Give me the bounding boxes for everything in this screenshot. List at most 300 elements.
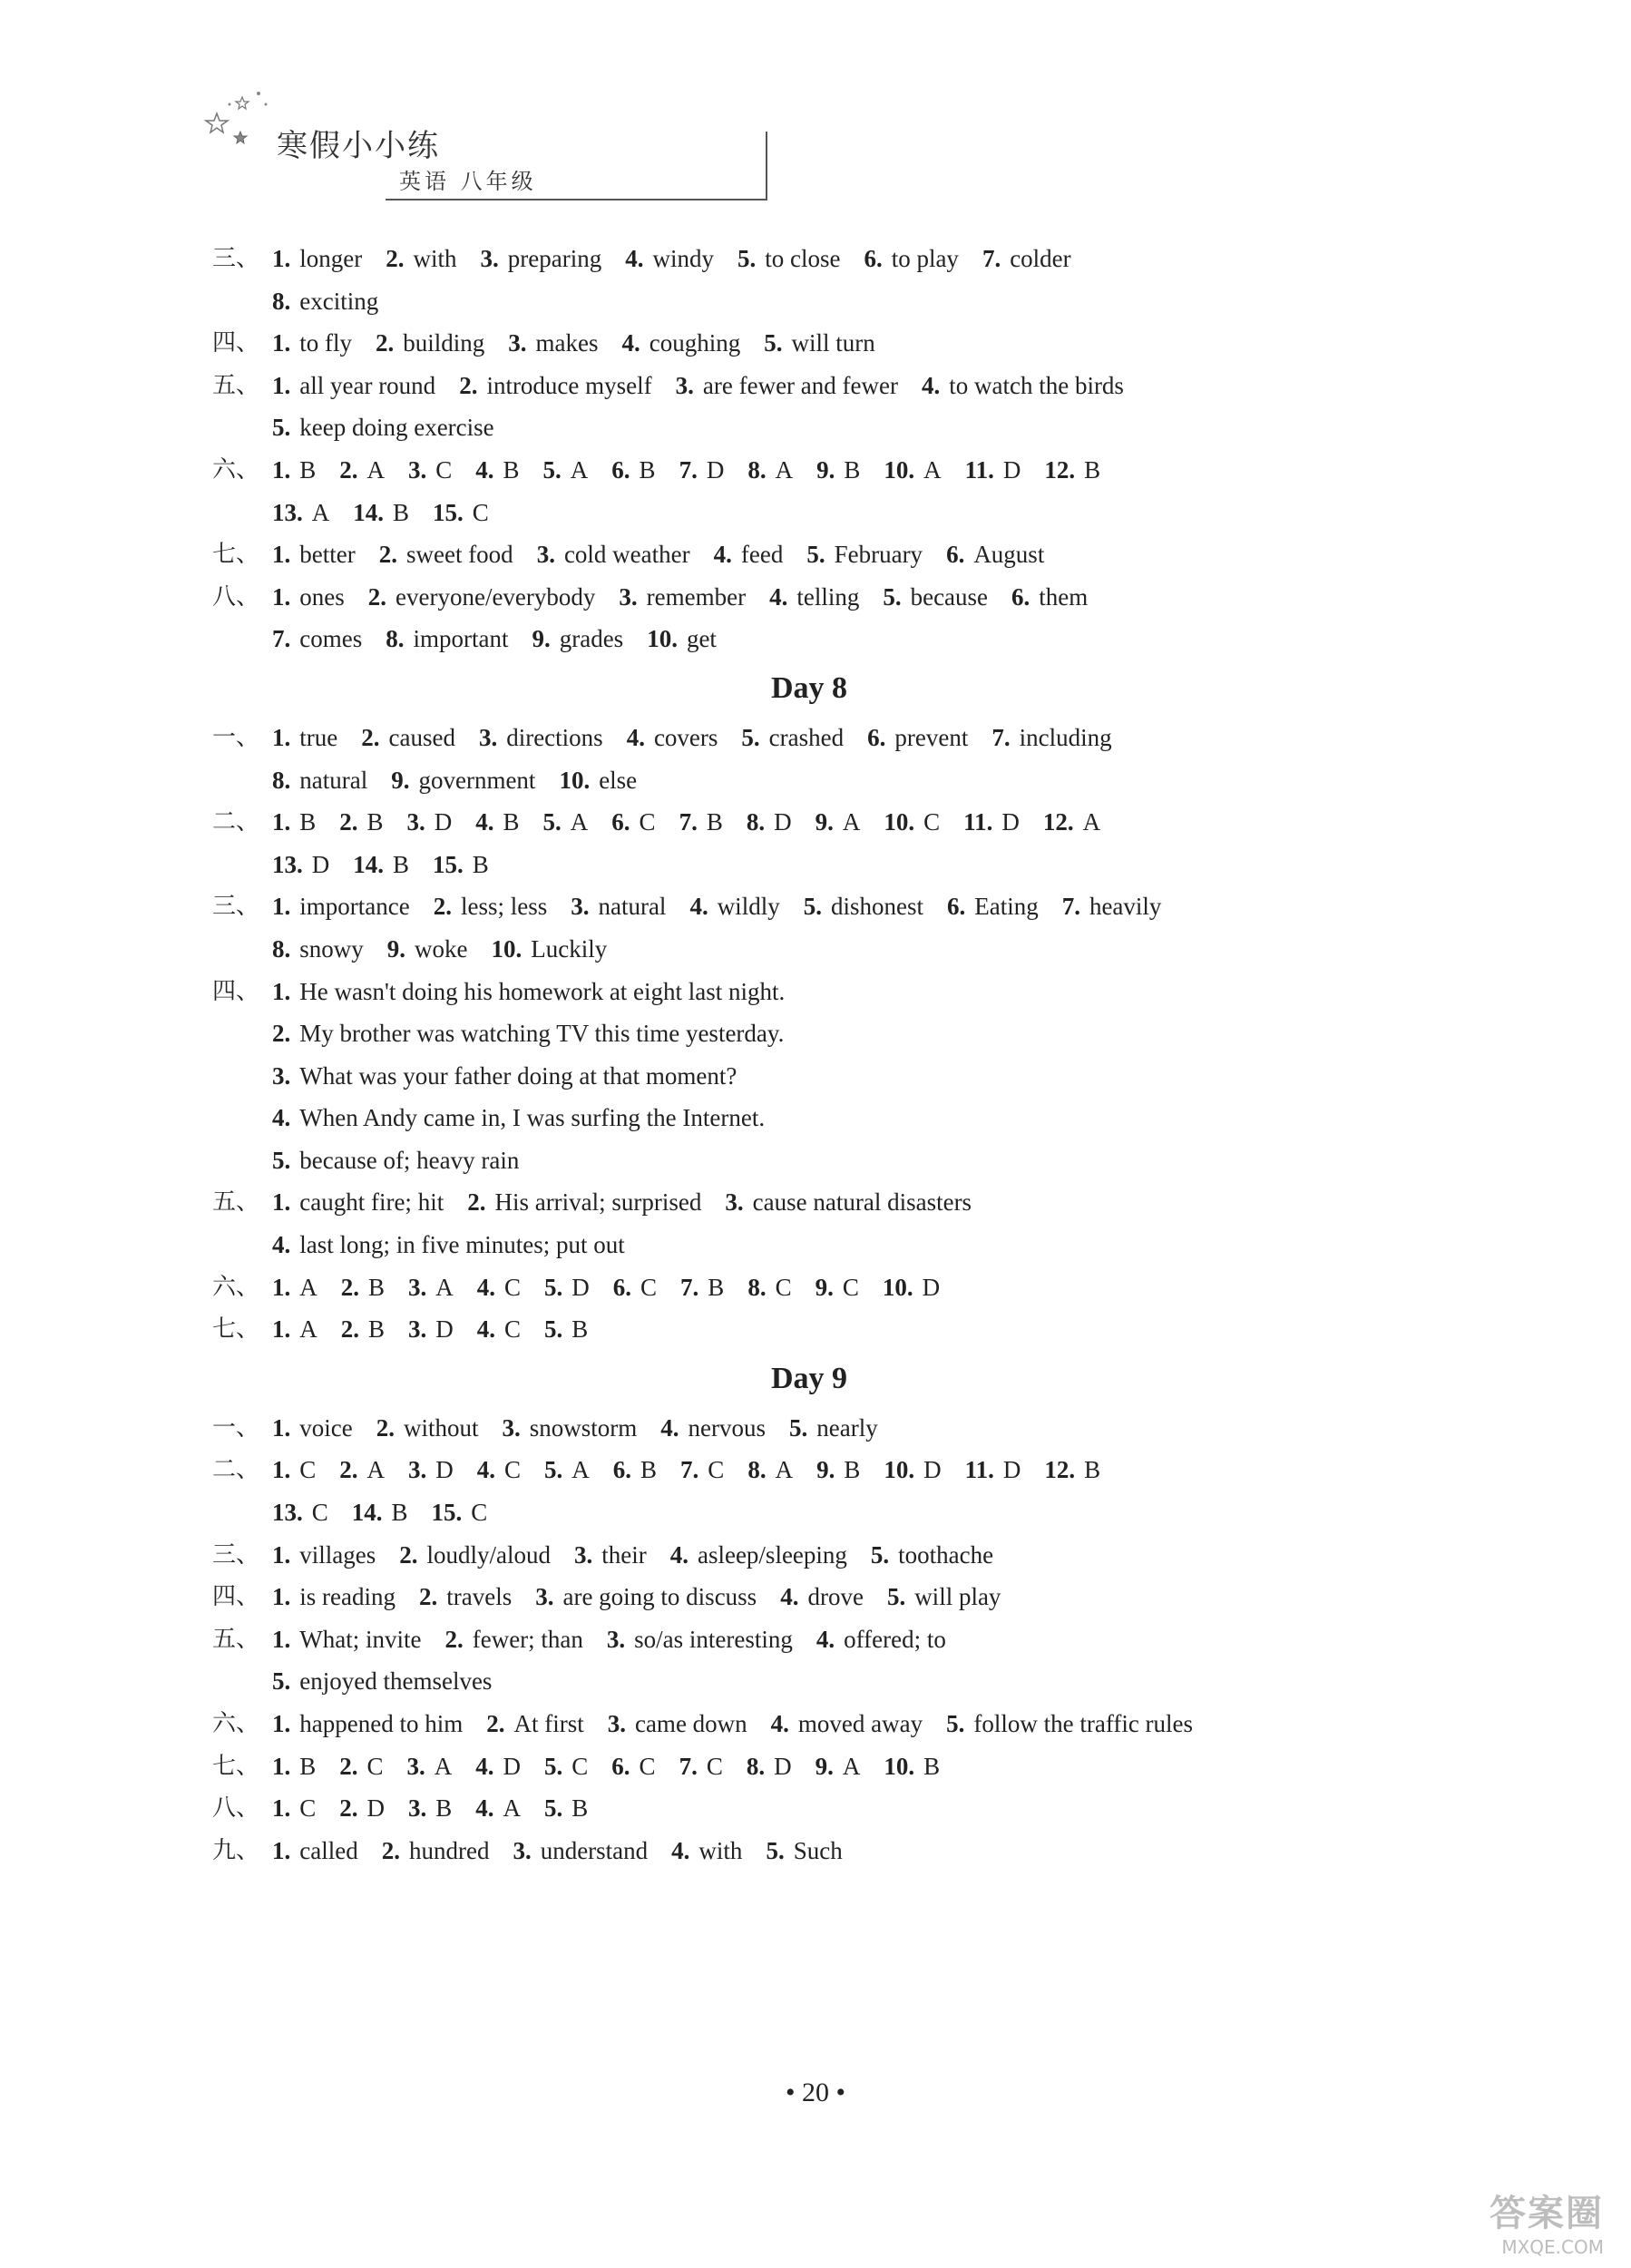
answer-text: His arrival; surprised — [494, 1188, 702, 1217]
answer-text: A — [299, 1315, 317, 1344]
answer-row — [212, 844, 1482, 886]
answer-item — [272, 1012, 784, 1055]
answer-row — [212, 1266, 1482, 1309]
answer-text: grades — [559, 625, 624, 653]
answer-text: What; invite — [299, 1625, 422, 1653]
question-number: 4. — [475, 455, 494, 484]
question-number: 3. — [408, 1273, 427, 1301]
answer-item — [574, 1534, 647, 1577]
answer-item — [339, 1787, 385, 1830]
answer-text: C — [504, 1315, 522, 1344]
question-number: 3. — [573, 1540, 593, 1569]
header-divider — [386, 199, 767, 200]
answer-item — [272, 449, 316, 492]
answer-text: B — [571, 1315, 589, 1344]
question-number: 12. — [1044, 1456, 1076, 1484]
answer-items — [272, 1703, 1216, 1745]
answer-item — [747, 1266, 791, 1309]
question-number: 9. — [391, 766, 410, 794]
answer-items — [272, 322, 899, 365]
answer-text: A — [775, 1456, 794, 1484]
question-number: 3. — [408, 455, 427, 484]
answer-text: dishonest — [830, 893, 923, 921]
answer-item — [816, 801, 861, 844]
question-number: 7. — [679, 455, 698, 484]
answer-text: C — [471, 1499, 488, 1527]
answer-item — [272, 1097, 765, 1139]
answer-text: C — [504, 1273, 522, 1301]
answer-items — [272, 1308, 611, 1351]
answer-text: B — [923, 1752, 941, 1780]
answer-item — [543, 449, 589, 492]
question-number: 4. — [816, 1625, 835, 1653]
question-number: 10. — [882, 1273, 913, 1301]
question-number: 5. — [946, 1710, 965, 1737]
answer-text: woke — [415, 934, 468, 963]
answer-text: villages — [299, 1540, 376, 1569]
answer-item — [1011, 576, 1088, 619]
answer-items — [272, 1097, 788, 1139]
question-number: 4. — [476, 1315, 496, 1344]
answer-text: preparing — [507, 245, 602, 272]
section-label: 八、 — [212, 582, 260, 611]
question-number: 13. — [272, 498, 303, 526]
answer-text: nervous — [688, 1413, 766, 1442]
question-number: 2. — [340, 1273, 359, 1301]
question-number: 4. — [660, 1413, 679, 1442]
answer-row — [212, 1618, 1482, 1661]
answer-item — [272, 1224, 625, 1266]
answer-text: B — [503, 455, 520, 484]
answer-items — [272, 1055, 760, 1098]
answer-text: so/as interesting — [634, 1625, 793, 1653]
question-number: 1. — [272, 541, 291, 569]
answer-item — [679, 1745, 723, 1788]
answer-text: including — [1019, 723, 1112, 751]
answer-item — [376, 322, 484, 365]
question-number: 4. — [626, 723, 645, 751]
answer-items — [272, 406, 518, 449]
answer-item — [559, 759, 637, 802]
question-number: 7. — [982, 245, 1001, 272]
answer-item — [544, 1266, 590, 1309]
question-number: 14. — [353, 850, 384, 878]
question-number: 4. — [769, 582, 788, 611]
answer-item — [946, 1703, 1193, 1745]
question-number: 4. — [625, 245, 644, 272]
answer-item — [884, 801, 940, 844]
question-number: 4. — [272, 1104, 291, 1132]
answer-text: windy — [652, 245, 714, 272]
answer-row — [212, 1407, 1482, 1450]
answer-items — [272, 365, 1148, 407]
answer-text: ones — [299, 582, 345, 611]
section-label: 五、 — [212, 1188, 260, 1217]
answer-item — [747, 1449, 793, 1491]
answer-row — [212, 971, 1482, 1013]
question-number: 6. — [867, 723, 886, 751]
answer-item — [884, 1745, 940, 1788]
answer-item — [680, 1266, 724, 1309]
answer-text: August — [973, 541, 1045, 569]
question-number: 4. — [669, 1540, 689, 1569]
question-number: 3. — [408, 1794, 427, 1823]
answer-text: B — [299, 1752, 317, 1780]
answer-item — [272, 365, 435, 407]
question-number: 5. — [803, 893, 822, 921]
answer-row — [212, 1055, 1482, 1098]
answer-text: D — [1002, 455, 1021, 484]
answer-text: B — [391, 1499, 408, 1527]
answer-items — [272, 1534, 1017, 1577]
answer-items — [272, 1787, 611, 1830]
question-number: 14. — [351, 1499, 383, 1527]
answer-item — [816, 1449, 860, 1491]
answer-item — [475, 1787, 521, 1830]
section-label: 六、 — [212, 1710, 260, 1737]
question-number: 3. — [606, 1625, 626, 1653]
answer-text: C — [299, 1456, 317, 1484]
answer-item — [544, 1787, 588, 1830]
section-label: 六、 — [212, 455, 260, 484]
answer-text: asleep/sleeping — [697, 1540, 847, 1569]
answer-text: snowy — [299, 934, 364, 963]
answer-items — [272, 280, 402, 323]
answer-item — [864, 238, 959, 280]
answer-item — [272, 928, 364, 971]
question-number: 7. — [991, 723, 1011, 751]
question-number: 1. — [272, 1836, 291, 1864]
answer-item — [341, 1308, 385, 1351]
question-number: 2. — [376, 1413, 395, 1442]
answer-text: comes — [299, 625, 363, 653]
answer-text: A — [1082, 808, 1101, 836]
answer-item — [368, 576, 596, 619]
answer-text: C — [639, 808, 656, 836]
answer-text: sweet food — [405, 541, 513, 569]
answer-item — [272, 492, 329, 534]
answer-item — [508, 322, 598, 365]
question-number: 2. — [339, 1752, 358, 1780]
question-number: 5. — [766, 1836, 785, 1864]
answer-items — [272, 1181, 995, 1224]
answer-text: What was your father doing at that moment? — [299, 1061, 737, 1090]
answer-item — [611, 449, 655, 492]
answer-item — [399, 1534, 551, 1577]
answer-item — [611, 1745, 655, 1788]
answer-item — [272, 1576, 396, 1618]
answer-text: colder — [1010, 245, 1071, 272]
question-number: 3. — [406, 1752, 425, 1780]
question-number: 4. — [475, 1794, 494, 1823]
question-number: 4. — [780, 1583, 799, 1611]
answer-item — [747, 1745, 792, 1788]
answer-row — [212, 1830, 1482, 1872]
question-number: 5. — [272, 1146, 291, 1174]
answer-items — [272, 1660, 515, 1703]
section-label: 七、 — [212, 541, 260, 569]
section-label: 四、 — [212, 1583, 260, 1611]
answer-item — [544, 1745, 588, 1788]
question-number: 9. — [815, 808, 834, 836]
answer-item — [272, 1407, 353, 1450]
question-number: 13. — [272, 1499, 303, 1527]
answer-text: At first — [513, 1710, 584, 1737]
answer-row — [212, 1703, 1482, 1745]
question-number: 6. — [611, 1752, 630, 1780]
question-number: 3. — [536, 541, 555, 569]
question-number: 7. — [679, 808, 698, 836]
answer-text: better — [299, 541, 356, 569]
answer-text: C — [435, 455, 453, 484]
answer-item — [1062, 885, 1162, 928]
answer-text: wildly — [717, 893, 780, 921]
answer-items — [272, 1618, 970, 1661]
answer-text: D — [435, 1315, 454, 1344]
question-number: 6. — [946, 541, 965, 569]
question-number: 5. — [544, 1273, 563, 1301]
answer-items — [272, 844, 513, 886]
question-number: 3. — [607, 1710, 626, 1737]
answer-text: D — [923, 1456, 942, 1484]
answer-text: A — [570, 455, 589, 484]
answer-item — [679, 801, 723, 844]
question-number: 3. — [478, 723, 498, 751]
question-number: 13. — [272, 850, 303, 878]
answer-text: Such — [793, 1836, 843, 1864]
answer-text: feed — [740, 541, 784, 569]
question-number: 3. — [675, 371, 694, 399]
question-number: 5. — [544, 1752, 563, 1780]
answer-item — [804, 885, 923, 928]
answer-text: When Andy came in, I was surfing the Internet. — [299, 1104, 766, 1132]
answer-item — [532, 618, 623, 660]
answer-text: A — [571, 1456, 590, 1484]
answer-text: A — [435, 1273, 454, 1301]
answer-text: introduce myself — [486, 371, 652, 399]
answer-items — [272, 618, 740, 660]
question-number: 14. — [353, 498, 384, 526]
question-number: 2. — [467, 1188, 486, 1217]
answer-item — [965, 1449, 1021, 1491]
answer-text: all year round — [299, 371, 436, 399]
answer-row — [212, 238, 1482, 280]
answer-text: travels — [446, 1583, 513, 1611]
answer-item — [475, 449, 519, 492]
answer-items — [272, 801, 1124, 844]
answer-item — [353, 844, 409, 886]
answer-item — [660, 1407, 766, 1450]
answer-row — [212, 1139, 1482, 1182]
question-number: 2. — [376, 329, 395, 357]
question-number: 1. — [272, 1540, 291, 1569]
answer-item — [272, 801, 316, 844]
answer-text: will play — [914, 1583, 1001, 1611]
answer-text: importance — [299, 893, 410, 921]
answer-item — [816, 1618, 946, 1661]
answer-text: B — [299, 455, 317, 484]
answer-item — [477, 1266, 521, 1309]
answer-row — [212, 1012, 1482, 1055]
answer-item — [963, 801, 1020, 844]
answer-items — [272, 1407, 902, 1450]
question-number: 3. — [408, 1315, 427, 1344]
question-number: 8. — [747, 1456, 767, 1484]
answer-text: with — [413, 245, 457, 272]
question-number: 6. — [1011, 582, 1030, 611]
question-number: 2. — [367, 582, 386, 611]
answer-item — [272, 322, 352, 365]
answer-item — [619, 576, 746, 619]
answer-item — [408, 1266, 454, 1309]
section-label: 四、 — [212, 977, 260, 1005]
question-number: 2. — [381, 1836, 400, 1864]
answer-item — [408, 1308, 454, 1351]
answer-key-content — [212, 238, 1482, 1872]
day-heading: Day 9 — [770, 1361, 848, 1395]
answer-text: else — [599, 766, 638, 794]
answer-text: B — [393, 850, 410, 878]
answer-item — [883, 576, 988, 619]
answer-text: A — [775, 455, 794, 484]
answer-items — [272, 759, 660, 802]
answer-text: understand — [540, 1836, 649, 1864]
answer-item — [272, 618, 362, 660]
answer-text: C — [923, 808, 941, 836]
section-label: 一、 — [212, 1413, 260, 1442]
answer-text: nearly — [816, 1413, 878, 1442]
question-number: 4. — [476, 1273, 496, 1301]
answer-item — [816, 1745, 861, 1788]
question-number: 12. — [1042, 808, 1074, 836]
question-number: 11. — [963, 808, 993, 836]
question-number: 10. — [491, 934, 523, 963]
answer-item — [391, 759, 535, 802]
answer-text: B — [299, 808, 317, 836]
answer-item — [725, 1181, 972, 1224]
question-number: 2. — [386, 245, 405, 272]
question-number: 4. — [921, 371, 941, 399]
answer-items — [272, 971, 808, 1013]
answer-text: to watch the birds — [949, 371, 1124, 399]
answer-text: B — [706, 808, 723, 836]
watermark — [1450, 2185, 1604, 2258]
answer-text: A — [503, 1794, 522, 1823]
question-number: 1. — [272, 1315, 291, 1344]
answer-text: B — [368, 1273, 386, 1301]
question-number: 5. — [883, 582, 902, 611]
answer-row — [212, 1181, 1482, 1224]
question-number: 6. — [864, 245, 883, 272]
question-number: 9. — [386, 934, 406, 963]
answer-item — [871, 1534, 993, 1577]
answer-item — [671, 1830, 742, 1872]
answer-item — [571, 885, 666, 928]
answer-text: telling — [796, 582, 860, 611]
answer-item — [622, 322, 741, 365]
answer-items — [272, 1745, 963, 1788]
question-number: 5. — [542, 808, 562, 836]
answer-row — [212, 576, 1482, 619]
question-number: 6. — [611, 808, 630, 836]
answer-items — [272, 238, 1095, 280]
question-number: 5. — [806, 541, 825, 569]
answer-text: to fly — [299, 329, 352, 357]
answer-item — [867, 717, 968, 759]
answer-text: C — [708, 1456, 725, 1484]
answer-text: loudly/aloud — [426, 1540, 551, 1569]
answer-items — [272, 576, 1111, 619]
answer-text: C — [366, 1752, 384, 1780]
answer-item — [272, 1534, 376, 1577]
answer-row — [212, 801, 1482, 844]
question-number: 1. — [272, 329, 291, 357]
answer-row — [212, 1745, 1482, 1788]
question-number: 4. — [713, 541, 732, 569]
question-number: 12. — [1044, 455, 1076, 484]
answer-item — [611, 801, 655, 844]
answer-text: Luckily — [531, 934, 608, 963]
question-number: 3. — [535, 1583, 554, 1611]
question-number: 5. — [272, 1667, 291, 1696]
answer-item — [475, 801, 519, 844]
answer-text: called — [299, 1836, 358, 1864]
answer-items — [272, 1449, 1124, 1491]
answer-text: D — [1002, 1456, 1021, 1484]
answer-text: crashed — [768, 723, 845, 751]
section-label: 四、 — [212, 329, 260, 357]
question-number: 15. — [433, 498, 464, 526]
answer-item — [607, 1618, 793, 1661]
answer-text: B — [503, 808, 520, 836]
question-number: 4. — [272, 1231, 291, 1259]
answer-text: because of; heavy rain — [299, 1146, 520, 1174]
answer-text: are going to discuss — [562, 1583, 757, 1611]
answer-text: A — [299, 1273, 317, 1301]
answer-row — [212, 492, 1482, 534]
answer-text: My brother was watching TV this time yesterday. — [299, 1020, 785, 1048]
answer-item — [434, 885, 548, 928]
answer-text: follow the traffic rules — [973, 1710, 1194, 1737]
answer-item — [433, 492, 489, 534]
answer-item — [272, 1830, 358, 1872]
answer-text: B — [640, 1456, 658, 1484]
question-number: 5. — [544, 1794, 563, 1823]
answer-text: C — [571, 1752, 589, 1780]
answer-row — [212, 1224, 1482, 1266]
answer-text: A — [366, 455, 386, 484]
answer-text: fewer; than — [472, 1625, 583, 1653]
answer-row — [212, 1787, 1482, 1830]
answer-item — [816, 449, 860, 492]
answer-text: C — [775, 1273, 792, 1301]
answer-item — [544, 1308, 588, 1351]
answer-text: B — [1084, 1456, 1101, 1484]
question-number: 2. — [361, 723, 380, 751]
answer-row — [212, 1308, 1482, 1351]
answer-text: D — [434, 808, 453, 836]
answer-text: D — [311, 850, 330, 878]
question-number: 1. — [272, 245, 291, 272]
answer-item — [737, 238, 840, 280]
question-number: 7. — [679, 1752, 698, 1780]
answer-item — [272, 1139, 519, 1182]
answer-row — [212, 928, 1482, 971]
answer-item — [272, 533, 356, 576]
question-number: 7. — [272, 625, 291, 653]
answer-text: D — [1001, 808, 1020, 836]
question-number: 8. — [272, 934, 291, 963]
